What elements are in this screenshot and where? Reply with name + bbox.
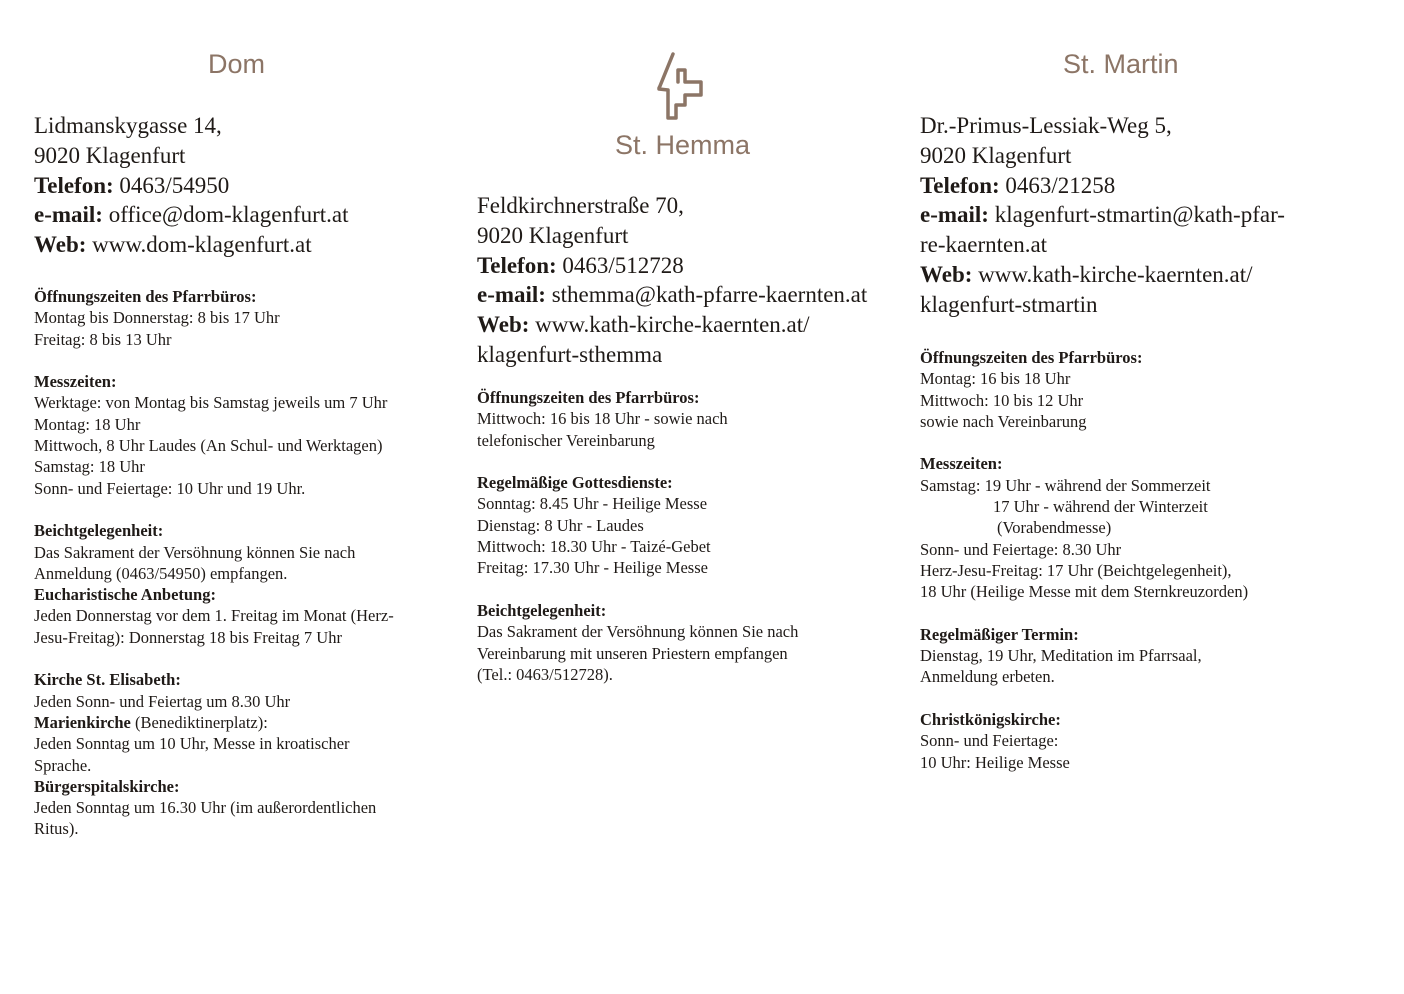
text-line: Ritus). [34,819,79,839]
text-line: Mittwoch: 18.30 Uhr - Taizé-Gebet [477,537,711,557]
cross-h-icon [655,52,707,122]
text-line: Dienstag, 19 Uhr, Meditation im Pfarrsaal, [920,646,1202,666]
text-line: 17 Uhr - während der Winterzeit [993,497,1208,517]
section-heading: Öffnungszeiten des Pfarrbüros: [34,287,257,306]
confession-adoration [34,520,454,648]
section-heading: Regelmäßige Gottesdienste: [477,473,673,493]
text-line: 10 Uhr: Heilige Messe [920,752,1070,772]
section-heading: Beichtgelegenheit: [477,600,607,620]
text-line: Werktage: von Montag bis Samstag jeweils um 7 Uhr [34,393,388,413]
city: 9020 Klagenfurt [920,142,1072,168]
text-line: Freitag: 8 bis 13 Uhr [34,329,172,349]
text-line: Freitag: 17.30 Uhr - Heilige Messe [477,558,708,578]
phone-line [920,171,1285,201]
email-label: e-mail: [34,202,103,228]
office-hours [34,286,454,350]
phone-line [477,251,867,281]
text-line: Sonn- und Feiertage: 10 Uhr und 19 Uhr. [34,478,306,498]
text-line: Mittwoch: 16 bis 18 Uhr - sowie nach [477,409,728,429]
text-line: Samstag: 18 Uhr [34,457,145,477]
street: Feldkirchnerstraße 70, [477,193,684,218]
email-link-continued[interactable]: re-kaernten.at [920,232,1048,258]
section-heading: Bürgerspitalskirche: [34,776,180,796]
phone-label: Telefon: [34,172,114,198]
text-line: (Tel.: 0463/512728). [477,664,613,684]
phone-value: 0463/512728 [556,252,684,278]
text-line: Montag: 18 Uhr [34,414,141,434]
text-line: 18 Uhr (Heilige Messe mit dem Sternkreuzorden) [920,582,1249,602]
office-hours [920,347,1330,432]
web-link-continued[interactable]: klagenfurt-sthemma [477,341,663,367]
city: 9020 Klagenfurt [477,222,629,248]
confession [477,600,887,685]
details-block [477,387,887,706]
section-heading: Marienkirche [34,712,131,732]
text-line: Dienstag: 8 Uhr - Laudes [477,515,644,535]
section-heading: Eucharistische Anbetung: [34,585,216,605]
parish-title: St. Martin [1063,49,1179,79]
street: Lidmanskygasse 14, [34,113,222,138]
text-line: Jeden Sonntag um 10 Uhr, Messe in kroatischer [34,734,350,754]
text-line: Sonn- und Feiertage: 8.30 Uhr [920,539,1122,559]
parish-title: St. Hemma [615,130,751,160]
regular-appointment [920,624,1330,688]
email-line [477,280,867,310]
web-link-continued[interactable]: klagenfurt-stmartin [920,291,1098,317]
text-line: (Vorabendmesse) [997,518,1112,538]
text-line: Montag: 16 bis 18 Uhr [920,369,1071,389]
email-link[interactable]: klagenfurt-stmartin@kath-pfar- [988,202,1285,228]
parish-title: Dom [208,49,266,79]
other-churches [34,669,454,839]
text-line: Sonn- und Feiertage: [920,731,1059,751]
web-line [34,230,349,260]
phone-value: 0463/54950 [113,172,230,198]
text-line: Sprache. [34,755,92,775]
phone-line [34,171,349,201]
contact-block [477,191,867,370]
section-heading: Öffnungszeiten des Pfarrbüros: [920,348,1143,367]
marien-heading-line [34,712,454,733]
contact-block [34,111,349,260]
email-label: e-mail: [920,202,989,228]
text-line: Anmeldung erbeten. [920,667,1055,687]
text-line: Sonntag: 8.45 Uhr - Heilige Messe [477,494,708,514]
mass-times [34,371,454,499]
text-line: Mittwoch: 10 bis 12 Uhr [920,390,1084,410]
text-line: Jeden Sonntag um 16.30 Uhr (im außerordentlichen [34,798,377,818]
section-heading: Messzeiten: [920,454,1003,474]
details-block [34,286,454,861]
web-link[interactable]: www.kath-kirche-kaernten.at/ [972,261,1253,287]
email-link[interactable]: office@dom-klagenfurt.at [102,202,349,228]
section-heading: Messzeiten: [34,372,117,392]
phone-value: 0463/21258 [999,172,1116,198]
christkoenig-church [920,709,1330,773]
phone-label: Telefon: [477,252,557,278]
web-label: Web: [920,261,973,287]
text-line: Samstag: 19 Uhr - während der Sommerzeit [920,475,1211,495]
text-line: telefonischer Vereinbarung [477,430,655,450]
section-heading: Kirche St. Elisabeth: [34,670,181,690]
email-line [920,200,1285,230]
text-line: sowie nach Vereinbarung [920,411,1087,431]
web-link[interactable]: www.kath-kirche-kaernten.at/ [529,312,810,338]
web-line [477,310,867,340]
text-line: Vereinbarung mit unseren Priestern empfangen [477,643,788,663]
email-link[interactable]: sthemma@kath-pfarre-kaernten.at [545,282,868,308]
phone-label: Telefon: [920,172,1000,198]
text-line: Das Sakrament der Versöhnung können Sie nach [34,542,356,562]
text-line: Herz-Jesu-Freitag: 17 Uhr (Beichtgelegenheit), [920,560,1232,580]
text-line: Jesu-Freitag): Donnerstag 18 bis Freitag 7 Uhr [34,627,342,647]
mass-times [920,453,1330,602]
email-label: e-mail: [477,282,546,308]
contact-block [920,111,1285,320]
text-line: Montag bis Donnerstag: 8 bis 17 Uhr [34,308,280,328]
web-line [920,260,1285,290]
text-line: Anmeldung (0463/54950) empfangen. [34,563,288,583]
section-heading: Christkönigskirche: [920,710,1061,730]
text-line: Jeden Sonn- und Feiertag um 8.30 Uhr [34,691,291,711]
web-label: Web: [34,232,87,258]
web-label: Web: [477,312,530,338]
email-line [34,200,349,230]
web-link[interactable]: www.dom-klagenfurt.at [86,232,312,258]
street: Dr.-Primus-Lessiak-Weg 5, [920,113,1172,138]
section-heading: Beichtgelegenheit: [34,521,164,541]
city: 9020 Klagenfurt [34,142,186,168]
heading-suffix: (Benediktinerplatz): [130,712,268,732]
regular-services [477,472,887,578]
details-block [920,347,1330,794]
section-heading: Regelmäßiger Termin: [920,624,1079,644]
text-line: Jeden Donnerstag vor dem 1. Freitag im Monat (Herz- [34,606,394,626]
section-heading: Öffnungszeiten des Pfarrbüros: [477,388,700,407]
text-line: Mittwoch, 8 Uhr Laudes (An Schul- und Werktagen) [34,436,383,456]
text-line: Das Sakrament der Versöhnung können Sie nach [477,622,799,642]
office-hours [477,387,887,451]
